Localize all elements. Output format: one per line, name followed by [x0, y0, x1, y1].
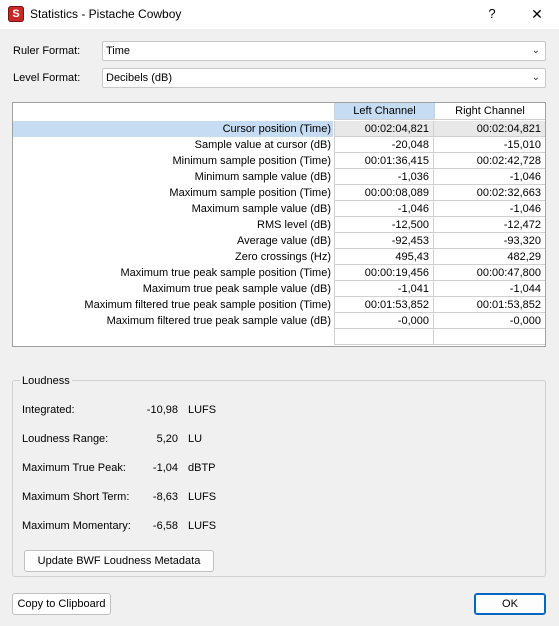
- row-label: Maximum sample position (Time): [169, 187, 331, 199]
- left-value: 00:01:36,415: [334, 153, 434, 169]
- table-row[interactable]: [13, 201, 545, 217]
- right-value: -15,010: [434, 137, 545, 153]
- ok-button[interactable]: OK: [474, 593, 546, 615]
- table-row[interactable]: [13, 281, 545, 297]
- loudness-range-row: [0, 431, 300, 447]
- loudness-value: -1,04: [152, 462, 178, 474]
- help-button[interactable]: ?: [488, 6, 496, 21]
- left-value: -12,500: [334, 217, 434, 233]
- table-row[interactable]: [13, 169, 545, 185]
- right-value: -1,044: [434, 281, 545, 297]
- right-value: 00:00:47,800: [434, 265, 545, 281]
- loudness-label: Maximum Momentary:: [22, 520, 131, 532]
- loudness-momentary-row: [0, 518, 300, 534]
- row-label: Maximum filtered true peak sample value (dB): [106, 315, 331, 327]
- row-label: Sample value at cursor (dB): [194, 139, 331, 151]
- loudness-true-peak-row: [0, 460, 300, 476]
- left-value: -1,036: [334, 169, 434, 185]
- app-icon: S: [8, 6, 24, 22]
- loudness-unit: dBTP: [188, 462, 216, 474]
- loudness-unit: LU: [188, 433, 203, 445]
- row-label: Maximum true peak sample position (Time): [120, 267, 331, 279]
- loudness-unit: LUFS: [188, 491, 217, 503]
- table-row[interactable]: [13, 185, 545, 201]
- loudness-label: Maximum Short Term:: [22, 491, 130, 503]
- column-header-right[interactable]: Right Channel: [434, 103, 545, 120]
- row-label: RMS level (dB): [257, 219, 331, 231]
- left-value: 00:00:19,456: [334, 265, 434, 281]
- loudness-group-title: Loudness: [22, 375, 70, 387]
- row-label: Minimum sample position (Time): [172, 155, 331, 167]
- left-value: 00:02:04,821: [334, 121, 434, 137]
- right-value: 482,29: [434, 249, 545, 265]
- chevron-down-icon: ⌄: [531, 72, 540, 83]
- loudness-value: -6,58: [152, 520, 178, 532]
- ruler-format-select[interactable]: [102, 41, 546, 61]
- level-format-select[interactable]: [102, 68, 546, 88]
- copy-to-clipboard-button[interactable]: Copy to Clipboard: [12, 593, 111, 615]
- loudness-label: Loudness Range:: [22, 433, 109, 445]
- loudness-label: Integrated:: [22, 404, 75, 416]
- row-label: Maximum sample value (dB): [191, 203, 331, 215]
- loudness-label: Maximum True Peak:: [22, 462, 126, 474]
- right-value: -12,472: [434, 217, 545, 233]
- table-row[interactable]: [13, 265, 545, 281]
- loudness-value: -8,63: [152, 491, 178, 503]
- table-row[interactable]: [13, 217, 545, 233]
- level-format-value: Decibels (dB): [106, 72, 173, 84]
- row-label: Cursor position (Time): [13, 121, 333, 137]
- close-button[interactable]: ✕: [531, 6, 543, 22]
- table-row-empty: [13, 329, 545, 345]
- row-label: Average value (dB): [237, 235, 331, 247]
- ruler-format-label: Ruler Format:: [13, 45, 81, 57]
- left-value: 00:01:53,852: [334, 297, 434, 313]
- right-value: 00:02:04,821: [434, 121, 545, 137]
- right-value: -0,000: [434, 313, 545, 329]
- left-value: -1,046: [334, 201, 434, 217]
- loudness-value: -10,98: [146, 404, 178, 416]
- window-title: Statistics - Pistache Cowboy: [30, 7, 182, 21]
- loudness-short-term-row: [0, 489, 300, 505]
- row-label: Maximum true peak sample value (dB): [142, 283, 331, 295]
- right-value: 00:02:32,663: [434, 185, 545, 201]
- right-value: -1,046: [434, 201, 545, 217]
- table-row[interactable]: [13, 297, 545, 313]
- left-value: -1,041: [334, 281, 434, 297]
- left-value-empty: [334, 329, 434, 345]
- table-row[interactable]: [13, 233, 545, 249]
- loudness-integrated-row: [0, 402, 300, 418]
- right-value: -93,320: [434, 233, 545, 249]
- row-label: Maximum filtered true peak sample position (Time): [84, 299, 331, 311]
- right-value: -1,046: [434, 169, 545, 185]
- column-header-left[interactable]: Left Channel: [334, 103, 434, 120]
- ruler-format-value: Time: [106, 45, 131, 57]
- left-value: 495,43: [334, 249, 434, 265]
- table-row[interactable]: [13, 313, 545, 329]
- update-bwf-loudness-button[interactable]: Update BWF Loudness Metadata: [24, 550, 214, 572]
- left-value: 00:00:08,089: [334, 185, 434, 201]
- chevron-down-icon: ⌄: [531, 45, 540, 56]
- left-value: -0,000: [334, 313, 434, 329]
- statistics-table[interactable]: [12, 102, 546, 347]
- table-row[interactable]: [13, 249, 545, 265]
- table-row[interactable]: [13, 121, 545, 137]
- row-label: Minimum sample value (dB): [194, 171, 331, 183]
- level-format-label: Level Format:: [13, 72, 81, 84]
- row-label: Zero crossings (Hz): [235, 251, 331, 263]
- left-value: -20,048: [334, 137, 434, 153]
- loudness-unit: LUFS: [188, 520, 217, 532]
- right-value: 00:02:42,728: [434, 153, 545, 169]
- loudness-value: 5,20: [156, 433, 178, 445]
- right-value: 00:01:53,852: [434, 297, 545, 313]
- title-bar: [0, 0, 559, 29]
- table-row[interactable]: [13, 137, 545, 153]
- loudness-unit: LUFS: [188, 404, 217, 416]
- left-value: -92,453: [334, 233, 434, 249]
- table-row[interactable]: [13, 153, 545, 169]
- right-value-empty: [434, 329, 545, 345]
